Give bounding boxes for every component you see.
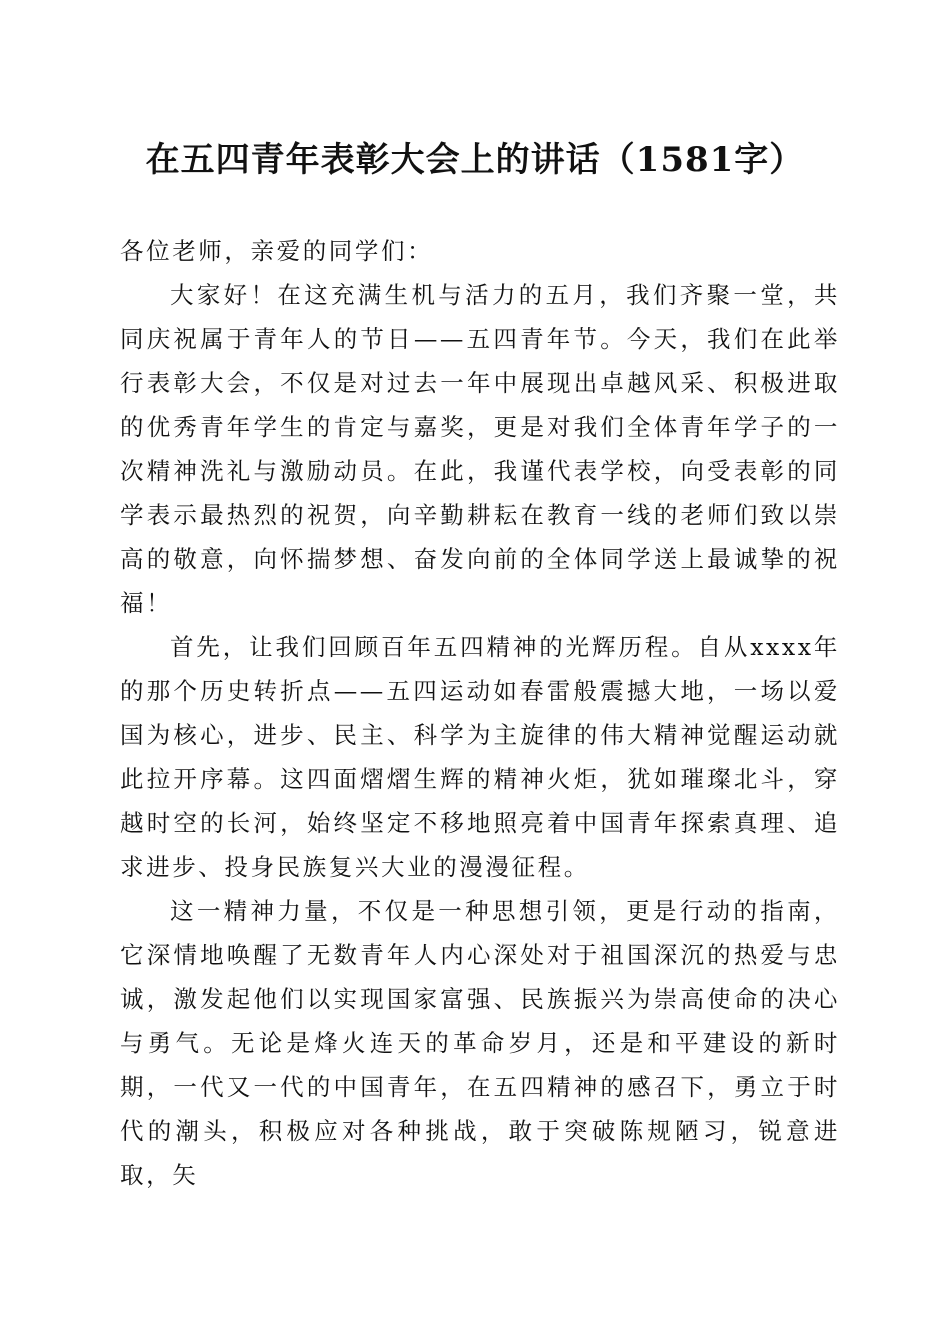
paragraph: 大家好！在这充满生机与活力的五月，我们齐聚一堂，共同庆祝属于青年人的节日——五四青年节。今天，我们在此举行表彰大会，不仅是对过去一年中展现出卓越风采、积极进取的优秀青年学生的肯定与嘉奖，更是对我们全体青年学子的一次精神洗礼与激励动员。在此，我谨代表学校，向受表彰的同学表示最热烈的祝贺，向辛勤耕耘在教育一线的老师们致以崇高的敬意，向怀揣梦想、奋发向前的全体同学送上最诚挚的祝福！: [120, 281, 840, 617]
paragraph: 这一精神力量，不仅是一种思想引领，更是行动的指南，它深情地唤醒了无数青年人内心深处对于祖国深沉的热爱与忠诚，激发起他们以实现国家富强、民族振兴为崇高使命的决心与勇气。无论是烽火连天的革命岁月，还是和平建设的新时期，一代又一代的中国青年，在五四精神的感召下，勇立于时代的潮头，积极应对各种挑战，敢于突破陈规陋习，锐意进取，矢: [120, 897, 840, 1189]
paragraph: 首先，让我们回顾百年五四精神的光辉历程。自从xxxx年的那个历史转折点——五四运动如春雷般震撼大地，一场以爱国为核心，进步、民主、科学为主旋律的伟大精神觉醒运动就此拉开序幕。这四面熠熠生辉的精神火炬，犹如璀璨北斗，穿越时空的长河，始终坚定不移地照亮着中国青年探索真理、追求进步、投身民族复兴大业的漫漫征程。: [120, 633, 840, 881]
document-body: [120, 229, 840, 1197]
document-title: 在五四青年表彰大会上的讲话（1581字）: [145, 140, 805, 180]
salutation: 各位老师，亲爱的同学们：: [120, 237, 434, 265]
